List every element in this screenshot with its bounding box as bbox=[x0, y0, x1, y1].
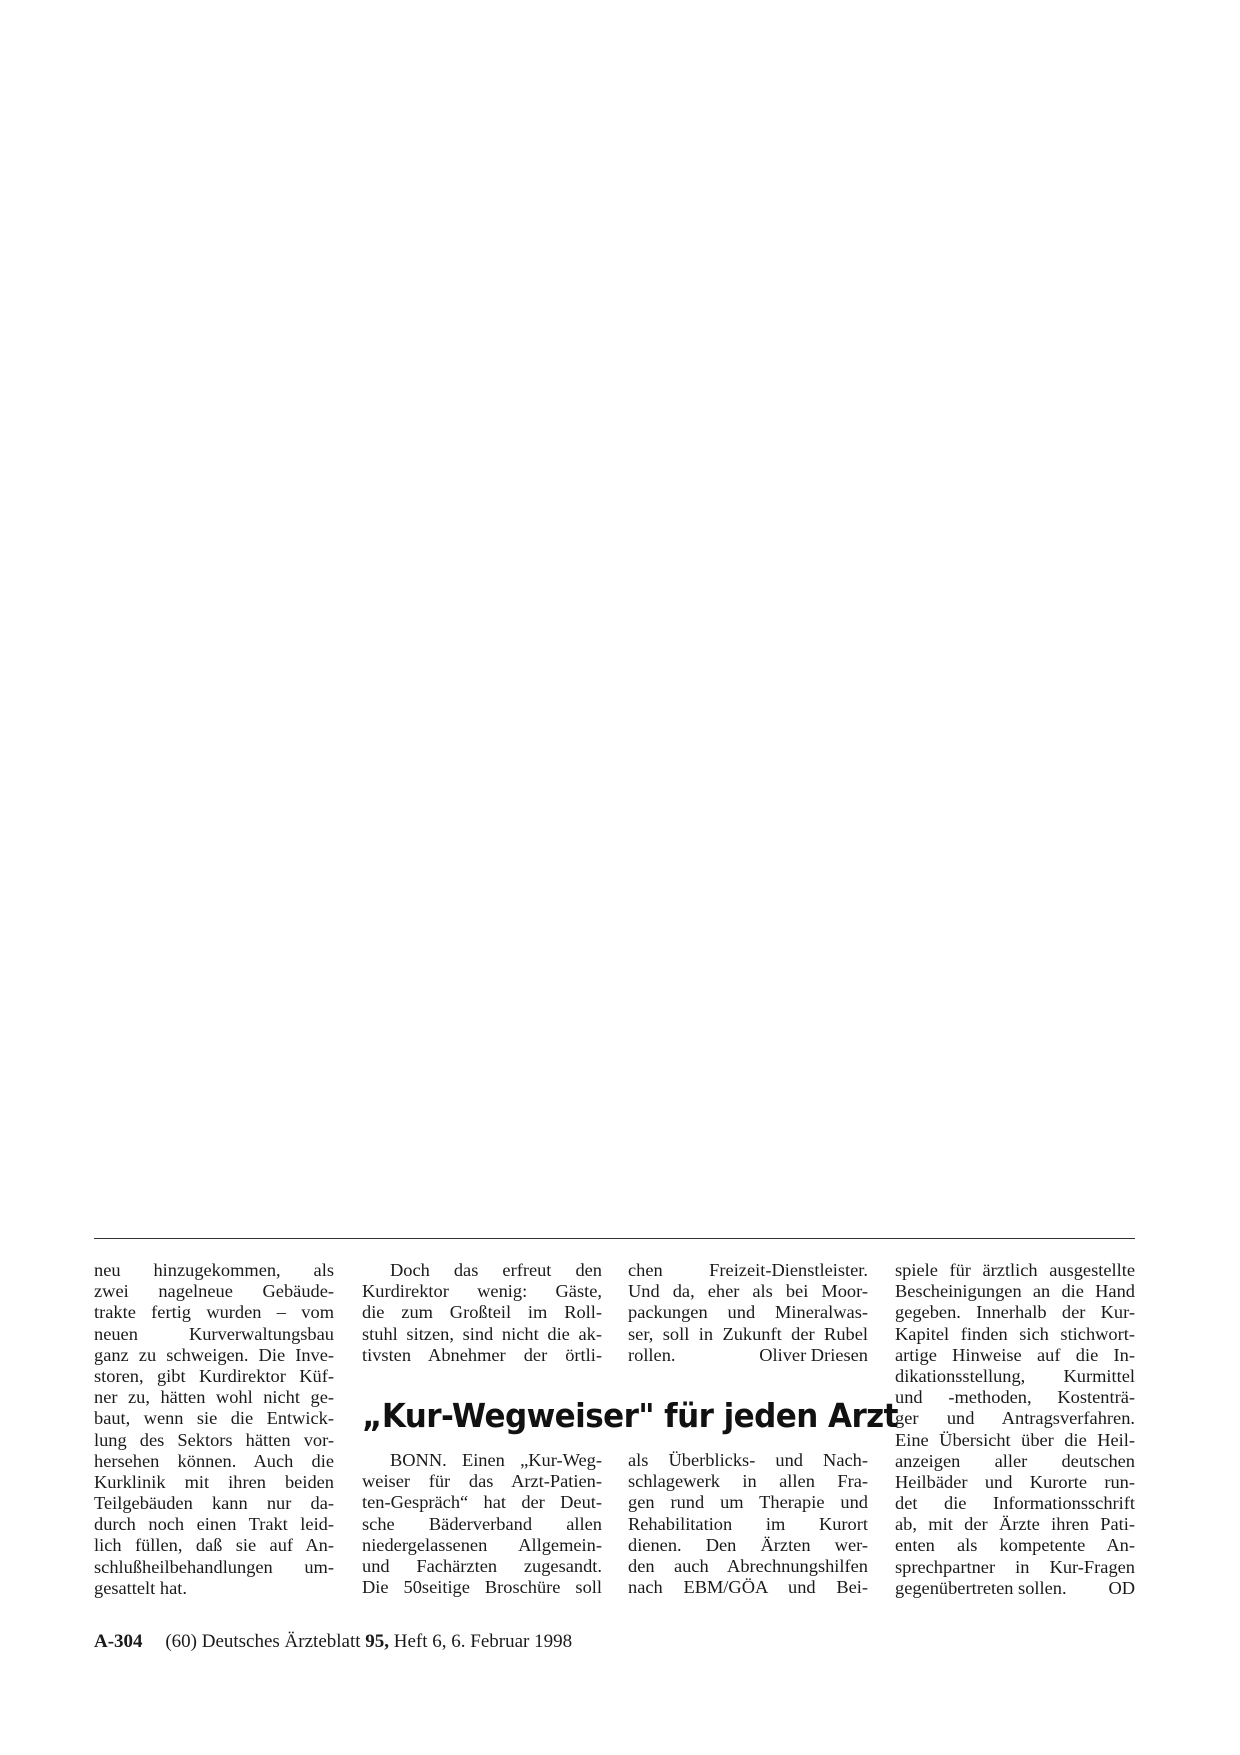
text-line: Bescheinigungen an die Hand bbox=[895, 1281, 1135, 1302]
text-line: ten-Gespräch“ hat der Deut- bbox=[362, 1492, 602, 1513]
text-line: baut, wenn sie die Entwick- bbox=[94, 1408, 334, 1429]
text-line: Eine Übersicht über die Heil- bbox=[895, 1429, 1135, 1450]
news-column-3 bbox=[628, 1450, 868, 1598]
news-headline: „Kur-Wegweiser" für jeden Arzt bbox=[362, 1396, 898, 1435]
news-column-4 bbox=[895, 1260, 1135, 1599]
text-line: sprechpartner in Kur-Fragen bbox=[895, 1556, 1135, 1577]
news-column-2 bbox=[362, 1450, 602, 1598]
text-line: Teilgebäuden kann nur da- bbox=[94, 1493, 334, 1514]
text-line: ab, mit der Ärzte ihren Pati- bbox=[895, 1514, 1135, 1535]
page-footer bbox=[94, 1630, 572, 1654]
text-line: Kurdirektor wenig: Gäste, bbox=[362, 1281, 602, 1302]
issue-details: Heft 6, 6. Februar 1998 bbox=[393, 1631, 573, 1652]
text-line: durch noch einen Trakt leid- bbox=[94, 1514, 334, 1535]
text-line: ner zu, hätten wohl nicht ge- bbox=[94, 1387, 334, 1408]
text-line: packungen und Mineralwas- bbox=[628, 1302, 868, 1323]
text-line: gen rund um Therapie und bbox=[628, 1492, 868, 1513]
text-line: und Fachärzten zugesandt. bbox=[362, 1555, 602, 1576]
text-line: und -methoden, Kostenträ- bbox=[895, 1387, 1135, 1408]
text-line: lung des Sektors hätten vor- bbox=[94, 1429, 334, 1450]
text-line: BONN. Einen „Kur-Weg- bbox=[390, 1450, 602, 1470]
text-line: trakte fertig wurden – vom bbox=[94, 1302, 334, 1323]
text-line: tivsten Abnehmer der örtli- bbox=[362, 1344, 602, 1365]
text-line: Doch das erfreut den bbox=[390, 1260, 602, 1280]
page-number: A-304 bbox=[94, 1631, 143, 1652]
text-line: artige Hinweise auf die In- bbox=[895, 1344, 1135, 1365]
article-column-3 bbox=[628, 1260, 868, 1366]
text-line: Kapitel finden sich stichwort- bbox=[895, 1323, 1135, 1344]
text-line: Die 50seitige Broschüre soll bbox=[362, 1577, 602, 1598]
text-line: anzeigen aller deutschen bbox=[895, 1450, 1135, 1471]
text-line: dienen. Den Ärzten wer- bbox=[628, 1534, 868, 1555]
text-line-with-author bbox=[628, 1345, 868, 1366]
text-line: neu hinzugekommen, als bbox=[94, 1260, 334, 1280]
author-initials: OD bbox=[1108, 1577, 1135, 1598]
text-line: stuhl sitzen, sind nicht die ak- bbox=[362, 1323, 602, 1344]
text-line: ger und Antragsverfahren. bbox=[895, 1408, 1135, 1429]
text-line: schlußheilbehandlungen um- bbox=[94, 1556, 334, 1577]
text-line: ser, soll in Zukunft der Rubel bbox=[628, 1323, 868, 1344]
text-line: gegeben. Innerhalb der Kur- bbox=[895, 1302, 1135, 1323]
text-line: die zum Großteil im Roll- bbox=[362, 1302, 602, 1323]
article-column-1 bbox=[94, 1260, 334, 1599]
text-line: nach EBM/GÖA und Bei- bbox=[628, 1577, 868, 1598]
text-line: Kurklinik mit ihren beiden bbox=[94, 1471, 334, 1492]
text-line: den auch Abrechnungshilfen bbox=[628, 1555, 868, 1576]
issue-prefix: (60) Deutsches Ärzteblatt bbox=[165, 1631, 361, 1652]
text-line: sche Bäderverband allen bbox=[362, 1513, 602, 1534]
text-line: lich füllen, daß sie auf An- bbox=[94, 1535, 334, 1556]
text-line: niedergelassenen Allgemein- bbox=[362, 1534, 602, 1555]
text-line: gesattelt hat. bbox=[94, 1577, 187, 1598]
text-line: spiele für ärztlich ausgestellte bbox=[895, 1260, 1135, 1280]
text-line: rollen. bbox=[628, 1344, 676, 1365]
text-line: chen Freizeit-Dienstleister. bbox=[628, 1260, 868, 1280]
text-line: Und da, eher als bei Moor- bbox=[628, 1281, 868, 1302]
text-line: als Überblicks- und Nach- bbox=[628, 1450, 868, 1470]
text-line: gegenübertreten sollen. bbox=[895, 1577, 1067, 1598]
article-column-2 bbox=[362, 1260, 602, 1366]
text-line: weiser für das Arzt-Patien- bbox=[362, 1471, 602, 1492]
text-line: Heilbäder und Kurorte run- bbox=[895, 1471, 1135, 1492]
volume-number: 95, bbox=[365, 1631, 390, 1652]
text-line: schlagewerk in allen Fra- bbox=[628, 1471, 868, 1492]
section-divider-rule bbox=[94, 1238, 1135, 1239]
text-line: dikationsstellung, Kurmittel bbox=[895, 1365, 1135, 1386]
text-line: enten als kompetente An- bbox=[895, 1535, 1135, 1556]
text-line: storen, gibt Kurdirektor Küf- bbox=[94, 1365, 334, 1386]
author-name: Oliver Driesen bbox=[759, 1344, 868, 1365]
text-line: zwei nagelneue Gebäude- bbox=[94, 1281, 334, 1302]
text-line: hersehen können. Auch die bbox=[94, 1450, 334, 1471]
text-line-with-initials bbox=[895, 1578, 1135, 1599]
text-line: neuen Kurverwaltungsbau bbox=[94, 1323, 334, 1344]
text-line: ganz zu schweigen. Die Inve- bbox=[94, 1344, 334, 1365]
text-line: Rehabilitation im Kurort bbox=[628, 1513, 868, 1534]
text-line: det die Informationsschrift bbox=[895, 1493, 1135, 1514]
